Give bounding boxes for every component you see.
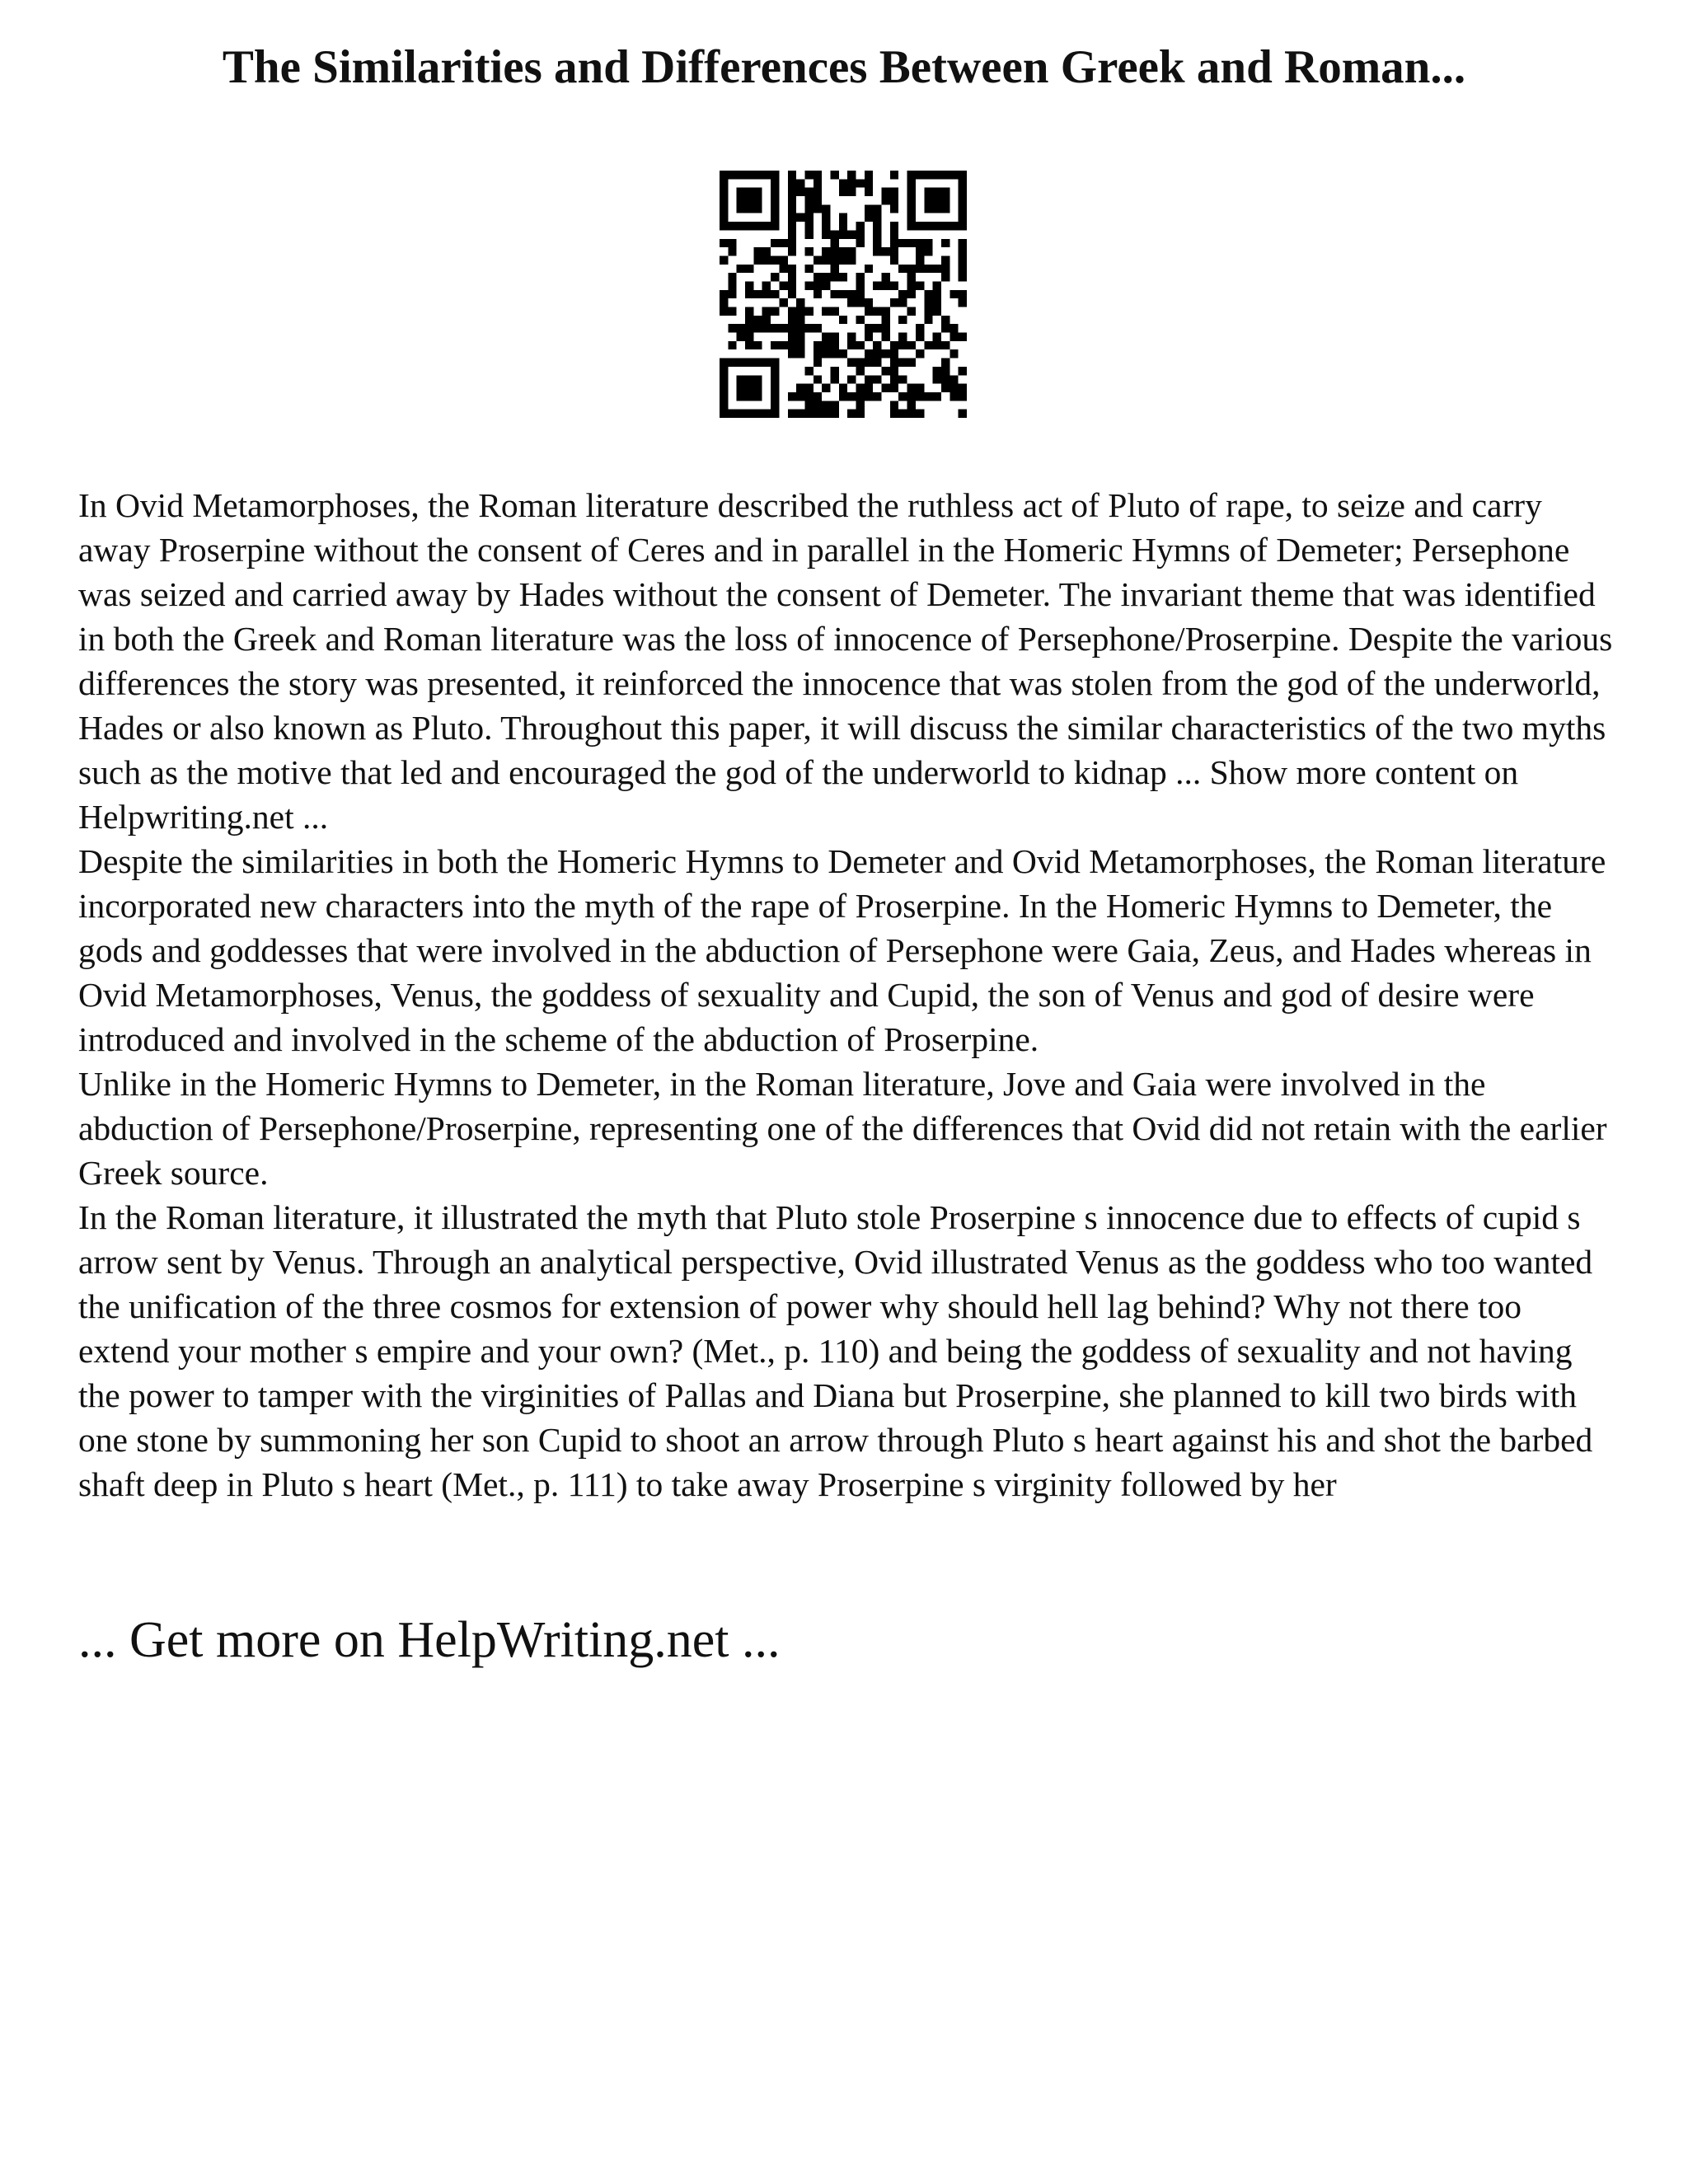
qr-code-icon xyxy=(720,171,967,418)
page-title: The Similarities and Differences Between Greek and Roman... xyxy=(222,41,1466,93)
paragraph: Unlike in the Homeric Hymns to Demeter, in the Roman literature, Jove and Gaia were involved in the abduction of Persephone/Proserpine, representing one of the differences that Ovid did not retain with the earlier Greek source. xyxy=(78,1065,1607,1192)
body-text xyxy=(78,483,1620,1507)
paragraph: In Ovid Metamorphoses, the Roman literature described the ruthless act of Pluto of rape, to seize and carry away Proserpine without the consent of Ceres and in parallel in the Homeric Hymns of Demeter; Persephone was seized and carried away by Hades without the consent of Demeter. The invariant theme that was identified in both the Greek and Roman literature was the loss of innocence of Persephone/Proserpine. Despite the various differences the story was presented, it reinforced the innocence that was stolen from the god of the underworld, Hades or also known as Pluto. Throughout this paper, it will discuss the similar characteristics of the two myths such as the motive that led and encouraged the god of the underworld to kidnap ... Show more content on Helpwriting.net ... xyxy=(78,486,1613,836)
get-more-link[interactable]: ... Get more on HelpWriting.net ... xyxy=(78,1612,781,1668)
paragraph: In the Roman literature, it illustrated the myth that Pluto stole Proserpine s innocence due to effects of cupid s arrow sent by Venus. Through an analytical perspective, Ovid illustrated Venus as the goddess who too wanted the unification of the three cosmos for extension of power why should hell lag behind? Why not there too extend your mother s empire and your own? (Met., p. 110) and being the goddess of sexuality and not having the power to tamper with the virginities of Pallas and Diana but Proserpine, she planned to kill two birds with one stone by summoning her son Cupid to shoot an arrow through Pluto s heart against his and shot the barbed shaft deep in Pluto s heart (Met., p. 111) to take away Proserpine s virginity followed by her xyxy=(78,1198,1593,1503)
paragraph: Despite the similarities in both the Homeric Hymns to Demeter and Ovid Metamorphoses, the Roman literature incorporated new characters into the myth of the rape of Proserpine. In the Homeric Hymns to Demeter, the gods and goddesses that were involved in the abduction of Persephone were Gaia, Zeus, and Hades whereas in Ovid Metamorphoses, Venus, the goddess of sexuality and Cupid, the son of Venus and god of desire were introduced and involved in the scheme of the abduction of Proserpine. xyxy=(78,842,1606,1058)
